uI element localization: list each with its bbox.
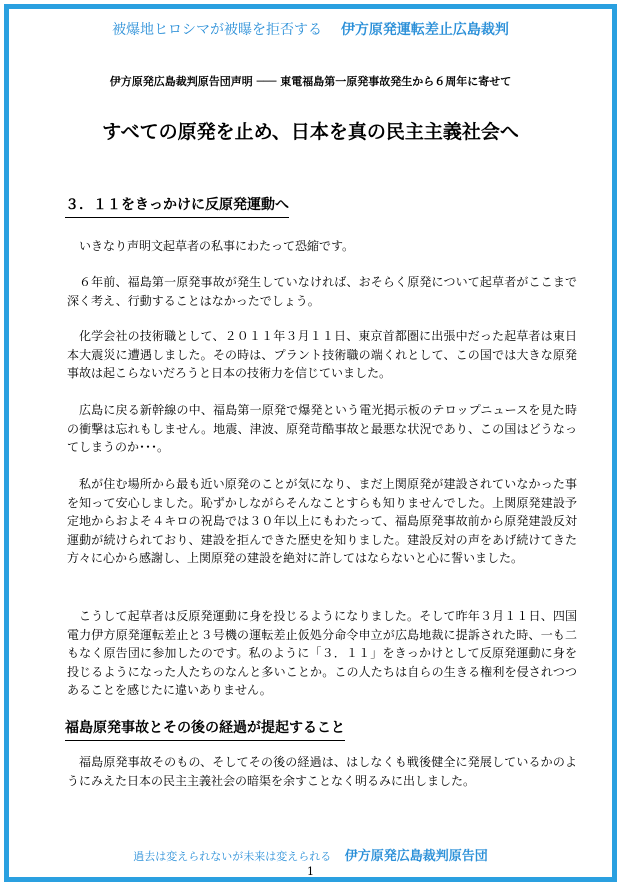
section-heading-1: ３．１１をきっかけに反原発運動へ (65, 194, 289, 218)
footer-organization: 伊方原発広島裁判原告団 (344, 849, 488, 864)
footer-motto: 過去は変えられないが未来は変えられる (133, 850, 332, 863)
page-number: 1 (307, 865, 314, 878)
paragraph: 福島原発事故そのもの、そしてその後の経過は、はしなくも戦後健全に発展しているかのようにみえた日本の民主主義社会の暗渠を余すことなく明るみに出しました。 (67, 755, 577, 788)
paragraph: 広島に戻る新幹線の中、福島第一原発で爆発という電光掲示板のテロップニュースを見た時の衝撃は忘れもしません。地震、津波、原発苛酷事故と最悪な状況であり、この国はどうなってしまうのか･･･。 (67, 403, 577, 454)
page-frame (4, 4, 617, 882)
header-slogan: 被爆地ヒロシマが被曝を拒否する (112, 22, 323, 38)
header-banner (9, 19, 612, 39)
page-title: すべての原発を止め、日本を真の民主主義社会へ (102, 121, 519, 143)
paragraph: 化学会社の技術職として、２０１１年３月１１日、東京首都圏に出張中だった起草者は東日本大震災に遭遇しました。その時は、プラント技術職の端くれとして、この国では大きな原発事故は起こらないだろうと日本の技術力を信じていました。 (67, 329, 577, 380)
paragraph: いきなり声明文起草者の私事にわたって恐縮です。 (79, 239, 355, 253)
header-case-name: 伊方原発運転差止広島裁判 (340, 22, 509, 38)
paragraph: こうして起草者は反原発運動に身を投じるようになりました。そして昨年３月１１日、四国電力伊方原発運転差止と３号機の運転差止仮処分命令申立が広島地裁に提訴された時、一も二もなく原告団に参加したのです。私のように「３．１１」をきっかけとして反原発運動に身を投じるようになった人たちのなんと多いことか。この人たちは自らの生きる権利を侵されつつあることを感じたに違いありません。 (67, 609, 577, 697)
section-heading-2: 福島原発事故とその後の経過が提起すること (65, 717, 345, 741)
paragraph: ６年前、福島第一原発事故が発生していなければ、おそらく原発について起草者がここまで深く考え、行動することはなかったでしょう。 (67, 275, 577, 308)
statement-subtitle: 伊方原発広島裁判原告団声明 ─── 東電福島第一原発事故発生から６周年に寄せて (109, 75, 512, 88)
footer (9, 845, 612, 864)
paragraph: 私が住む場所から最も近い原発のことが気になり、まだ上関原発が建設されていなかった事を知って安心しました。恥ずかしながらそんなことすらも知りませんでした。上関原発建設予定地からおよそ４キロの祝島では３０年以上にもわたって、福島原発事故前から原発建設反対運動が続けられており、建設を拒んできた歴史を知りました。建設反対の声をあげ続けてきた方々に心から感謝し、上関原発の建設を絶対に許してはならないと心に誓いました。 (67, 477, 577, 565)
